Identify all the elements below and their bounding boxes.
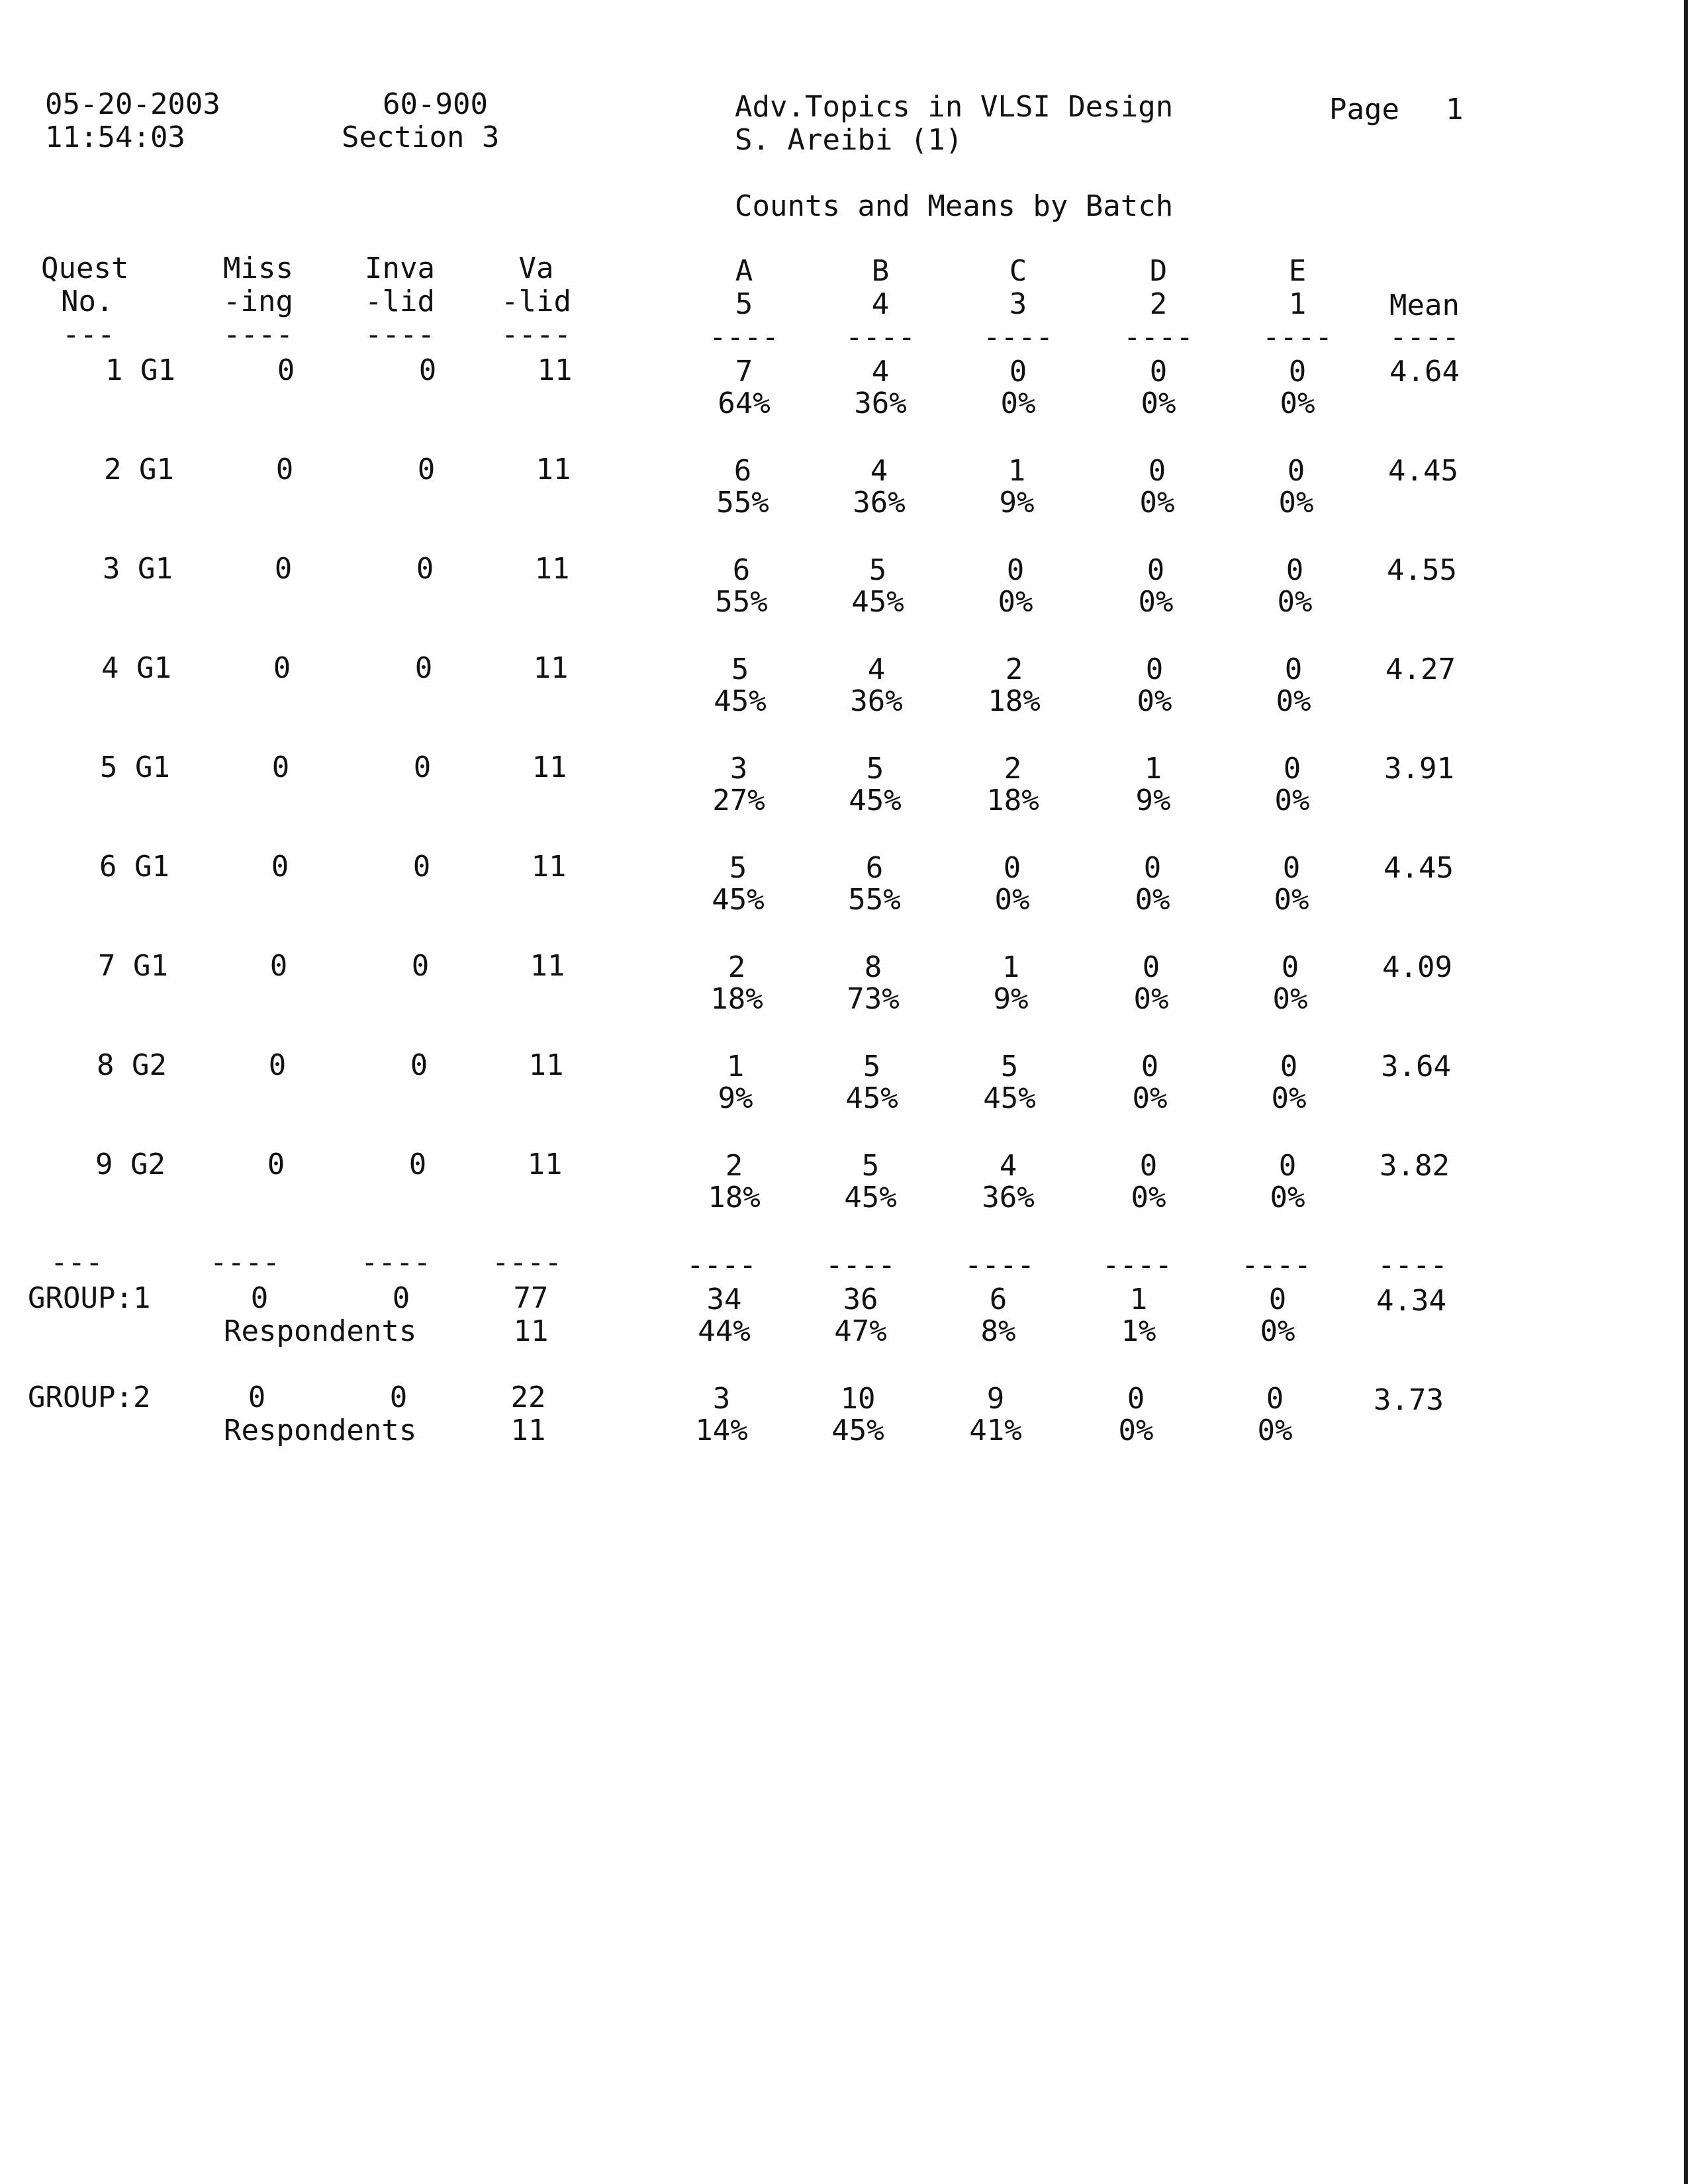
invalid-count: 0 (411, 949, 430, 983)
summary-rule-invalid: ---- (361, 1246, 431, 1279)
response-a-count: 2 (725, 1149, 743, 1183)
group-missing-count: 0 (248, 1381, 266, 1414)
response-e-count: 0 (1288, 355, 1307, 388)
response-b-count: 5 (868, 553, 887, 587)
response-d-percent: 9% (1135, 784, 1171, 817)
response-c-percent: 18% (986, 784, 1039, 817)
response-a-percent: 27% (712, 784, 765, 817)
group-response-d-percent: 0% (1118, 1414, 1154, 1447)
header-rule-valid: ---- (501, 318, 571, 351)
group-response-e-percent: 0% (1257, 1414, 1293, 1447)
response-a-percent: 9% (718, 1081, 753, 1115)
header-rule-quest: --- (62, 318, 115, 351)
valid-count: 11 (534, 552, 570, 586)
missing-count: 0 (267, 1148, 285, 1181)
header-valid: Va (518, 251, 554, 285)
response-c-percent: 9% (999, 486, 1035, 520)
scan-edge (1684, 0, 1688, 2184)
response-d-count: 0 (1149, 355, 1168, 388)
invalid-count: 0 (417, 453, 436, 486)
header-rule-mean: ---- (1389, 320, 1460, 354)
course-code: 60-900 (383, 87, 488, 121)
response-e-count: 0 (1278, 1149, 1297, 1183)
group-response-c-count: 9 (986, 1382, 1005, 1416)
response-e-percent: 0% (1274, 883, 1309, 917)
response-e-count: 0 (1280, 1050, 1298, 1083)
summary-rule-b: ---- (825, 1248, 896, 1282)
response-c-count: 1 (1008, 454, 1026, 488)
question-number: 2 G1 (104, 453, 174, 486)
response-b-percent: 36% (854, 387, 907, 420)
valid-count: 11 (532, 751, 567, 784)
response-d-percent: 0% (1139, 486, 1175, 520)
response-a-count: 5 (729, 851, 747, 885)
response-c-count: 4 (999, 1149, 1017, 1183)
group-respondents-count: 11 (510, 1414, 546, 1447)
response-e-percent: 0% (1272, 982, 1308, 1016)
response-c-percent: 18% (988, 684, 1041, 718)
response-a-percent: 55% (715, 585, 768, 619)
report-title: Counts and Means by Batch (735, 189, 1174, 223)
response-b-percent: 36% (853, 486, 906, 520)
group-response-b-percent: 47% (834, 1314, 887, 1348)
group-respondents-count: 11 (513, 1314, 549, 1348)
missing-count: 0 (277, 353, 295, 387)
response-d-count: 1 (1144, 752, 1162, 786)
group-response-e-percent: 0% (1260, 1314, 1295, 1348)
response-c-count: 0 (1006, 553, 1025, 587)
group-mean-score: 4.34 (1376, 1284, 1446, 1318)
response-a-percent: 45% (714, 684, 767, 718)
response-c-percent: 0% (994, 883, 1030, 917)
response-e-percent: 0% (1271, 1081, 1307, 1115)
group-response-d-count: 0 (1127, 1382, 1145, 1416)
valid-count: 11 (537, 353, 573, 387)
response-d-percent: 0% (1132, 1081, 1168, 1115)
response-a-count: 5 (731, 653, 749, 686)
response-c-count: 1 (1002, 950, 1020, 984)
mean-score: 4.55 (1387, 553, 1457, 587)
invalid-count: 0 (418, 353, 437, 387)
header-rule-missing: ---- (223, 318, 293, 351)
response-b-percent: 36% (850, 684, 903, 718)
group-response-b-count: 10 (840, 1382, 876, 1416)
response-e-percent: 0% (1280, 387, 1315, 420)
group-respondents-label: Respondents (224, 1314, 417, 1348)
report-time: 11:54:03 (45, 120, 185, 154)
response-e-count: 0 (1284, 653, 1303, 686)
header-a: A (735, 254, 753, 288)
group-response-c-count: 6 (989, 1283, 1008, 1316)
group-response-a-percent: 14% (695, 1414, 748, 1447)
response-b-percent: 73% (847, 982, 900, 1016)
missing-count: 0 (269, 949, 288, 983)
response-a-count: 2 (727, 950, 746, 984)
response-d-count: 0 (1141, 1050, 1159, 1083)
header-b: B (871, 254, 890, 288)
group-valid-count: 77 (513, 1281, 549, 1315)
summary-rule-d: ---- (1102, 1248, 1172, 1282)
valid-count: 11 (528, 1048, 564, 1082)
header-missing-sub: -ing (223, 285, 293, 318)
group-respondents-label: Respondents (224, 1414, 417, 1447)
group-response-e-count: 0 (1268, 1283, 1287, 1316)
header-rule-b: ---- (845, 320, 915, 354)
response-a-count: 7 (735, 355, 753, 388)
group-response-a-percent: 44% (698, 1314, 751, 1348)
response-e-percent: 0% (1274, 784, 1310, 817)
header-d: D (1149, 254, 1168, 288)
response-e-count: 0 (1281, 950, 1299, 984)
response-c-count: 2 (1004, 752, 1022, 786)
response-b-percent: 45% (844, 1181, 897, 1214)
header-invalid-sub: -lid (365, 285, 435, 318)
response-b-count: 5 (863, 1050, 881, 1083)
response-b-percent: 45% (851, 585, 904, 619)
question-number: 3 G1 (103, 552, 173, 586)
valid-count: 11 (527, 1148, 563, 1181)
question-number: 9 G2 (95, 1148, 165, 1181)
group-response-b-count: 36 (843, 1283, 878, 1316)
response-e-count: 0 (1282, 851, 1301, 885)
response-b-count: 5 (861, 1149, 880, 1183)
summary-rule-a: ---- (686, 1248, 757, 1282)
header-c-weight: 3 (1009, 287, 1027, 321)
group-response-c-percent: 41% (969, 1414, 1022, 1447)
group-response-a-count: 3 (712, 1382, 731, 1416)
mean-score: 3.82 (1380, 1149, 1450, 1183)
response-d-percent: 0% (1133, 982, 1169, 1016)
response-e-count: 0 (1286, 553, 1304, 587)
page-number: 1 (1446, 93, 1464, 126)
header-valid-sub: -lid (501, 285, 571, 318)
header-rule-e: ---- (1262, 320, 1333, 354)
summary-rule-valid: ---- (492, 1246, 562, 1279)
response-c-percent: 0% (998, 585, 1033, 619)
response-c-count: 0 (1003, 851, 1021, 885)
response-d-count: 0 (1142, 950, 1160, 984)
question-number: 5 G1 (100, 751, 170, 784)
mean-score: 4.64 (1389, 355, 1460, 388)
response-c-count: 2 (1005, 653, 1023, 686)
missing-count: 0 (268, 1048, 287, 1082)
invalid-count: 0 (408, 1148, 427, 1181)
response-e-percent: 0% (1276, 684, 1311, 718)
response-d-percent: 0% (1137, 684, 1172, 718)
summary-rule-mean: ---- (1378, 1248, 1448, 1282)
response-a-percent: 64% (718, 387, 771, 420)
section-label: Section 3 (342, 120, 500, 154)
header-mean: Mean (1389, 289, 1460, 322)
mean-score: 3.91 (1384, 752, 1454, 786)
valid-count: 11 (536, 453, 571, 486)
question-number: 1 G1 (105, 353, 175, 387)
valid-count: 11 (531, 850, 567, 884)
report-date: 05-20-2003 (45, 87, 220, 121)
summary-rule-quest: --- (50, 1246, 103, 1279)
group-label: GROUP:2 (28, 1381, 151, 1414)
missing-count: 0 (271, 751, 290, 784)
response-c-percent: 0% (1000, 387, 1036, 420)
group-response-c-percent: 8% (980, 1314, 1016, 1348)
response-b-percent: 45% (849, 784, 902, 817)
header-d-weight: 2 (1149, 287, 1168, 321)
response-e-percent: 0% (1270, 1181, 1305, 1214)
page-label: Page (1329, 93, 1399, 126)
response-a-percent: 55% (716, 486, 769, 520)
response-b-count: 5 (866, 752, 884, 786)
missing-count: 0 (274, 552, 293, 586)
question-number: 4 G1 (101, 651, 171, 685)
response-a-count: 6 (733, 454, 752, 488)
response-e-count: 0 (1287, 454, 1305, 488)
response-b-count: 4 (870, 454, 888, 488)
response-d-percent: 0% (1141, 387, 1176, 420)
header-rule-c: ---- (983, 320, 1053, 354)
response-c-percent: 45% (983, 1081, 1036, 1115)
response-c-percent: 36% (982, 1181, 1035, 1214)
summary-rule-e: ---- (1241, 1248, 1311, 1282)
response-d-count: 0 (1139, 1149, 1158, 1183)
missing-count: 0 (271, 850, 289, 884)
group-response-d-percent: 1% (1121, 1314, 1156, 1348)
response-b-count: 8 (864, 950, 882, 984)
group-valid-count: 22 (510, 1381, 546, 1414)
response-c-percent: 9% (993, 982, 1029, 1016)
response-b-percent: 45% (845, 1081, 898, 1115)
response-d-percent: 0% (1131, 1181, 1166, 1214)
mean-score: 3.64 (1381, 1050, 1451, 1083)
response-b-count: 6 (865, 851, 884, 885)
response-c-count: 5 (1000, 1050, 1019, 1083)
summary-rule-c: ---- (964, 1248, 1035, 1282)
question-number: 6 G1 (99, 850, 169, 884)
invalid-count: 0 (412, 850, 431, 884)
header-c: C (1009, 254, 1027, 288)
group-missing-count: 0 (250, 1281, 269, 1315)
invalid-count: 0 (410, 1048, 428, 1082)
summary-rule-missing: ---- (210, 1246, 280, 1279)
response-d-percent: 0% (1135, 883, 1170, 917)
missing-count: 0 (275, 453, 294, 486)
response-a-percent: 18% (710, 982, 763, 1016)
response-b-percent: 55% (848, 883, 901, 917)
mean-score: 4.45 (1388, 454, 1458, 488)
header-rule-d: ---- (1123, 320, 1194, 354)
response-b-count: 4 (867, 653, 886, 686)
valid-count: 11 (533, 651, 569, 685)
question-number: 8 G2 (97, 1048, 167, 1082)
response-d-count: 0 (1143, 851, 1162, 885)
invalid-count: 0 (414, 651, 433, 685)
response-d-count: 0 (1148, 454, 1166, 488)
response-a-count: 6 (732, 553, 751, 587)
response-d-count: 0 (1145, 653, 1164, 686)
invalid-count: 0 (413, 751, 432, 784)
group-label: GROUP:1 (28, 1281, 151, 1315)
response-e-percent: 0% (1277, 585, 1313, 619)
missing-count: 0 (273, 651, 291, 685)
header-e: E (1288, 254, 1307, 288)
response-d-count: 0 (1147, 553, 1165, 587)
header-quest: Quest (41, 251, 129, 285)
group-response-a-count: 34 (706, 1283, 742, 1316)
mean-score: 4.09 (1382, 950, 1452, 984)
response-a-count: 3 (729, 752, 748, 786)
response-e-count: 0 (1283, 752, 1301, 786)
header-quest-no: No. (61, 285, 114, 318)
group-response-d-count: 1 (1129, 1283, 1148, 1316)
group-response-b-percent: 45% (831, 1414, 884, 1447)
group-invalid-count: 0 (389, 1381, 408, 1414)
header-invalid: Inva (365, 251, 435, 285)
header-rule-invalid: ---- (365, 318, 435, 351)
valid-count: 11 (530, 949, 565, 983)
response-a-percent: 45% (712, 883, 765, 917)
response-c-count: 0 (1009, 355, 1027, 388)
header-e-weight: 1 (1288, 287, 1307, 321)
header-b-weight: 4 (871, 287, 890, 321)
course-title: Adv.Topics in VLSI Design (735, 90, 1174, 124)
response-e-percent: 0% (1278, 486, 1314, 520)
group-response-e-count: 0 (1266, 1382, 1284, 1416)
response-b-count: 4 (871, 355, 890, 388)
group-invalid-count: 0 (392, 1281, 410, 1315)
response-a-percent: 18% (708, 1181, 761, 1214)
invalid-count: 0 (416, 552, 434, 586)
mean-score: 4.27 (1385, 653, 1456, 686)
response-d-percent: 0% (1138, 585, 1174, 619)
mean-score: 4.45 (1383, 851, 1454, 885)
question-number: 7 G1 (98, 949, 168, 983)
header-missing: Miss (223, 251, 293, 285)
header-a-weight: 5 (735, 287, 753, 321)
header-rule-a: ---- (709, 320, 779, 354)
response-a-count: 1 (726, 1050, 745, 1083)
instructor-name: S. Areibi (1) (735, 123, 963, 157)
group-mean-score: 3.73 (1374, 1383, 1444, 1417)
